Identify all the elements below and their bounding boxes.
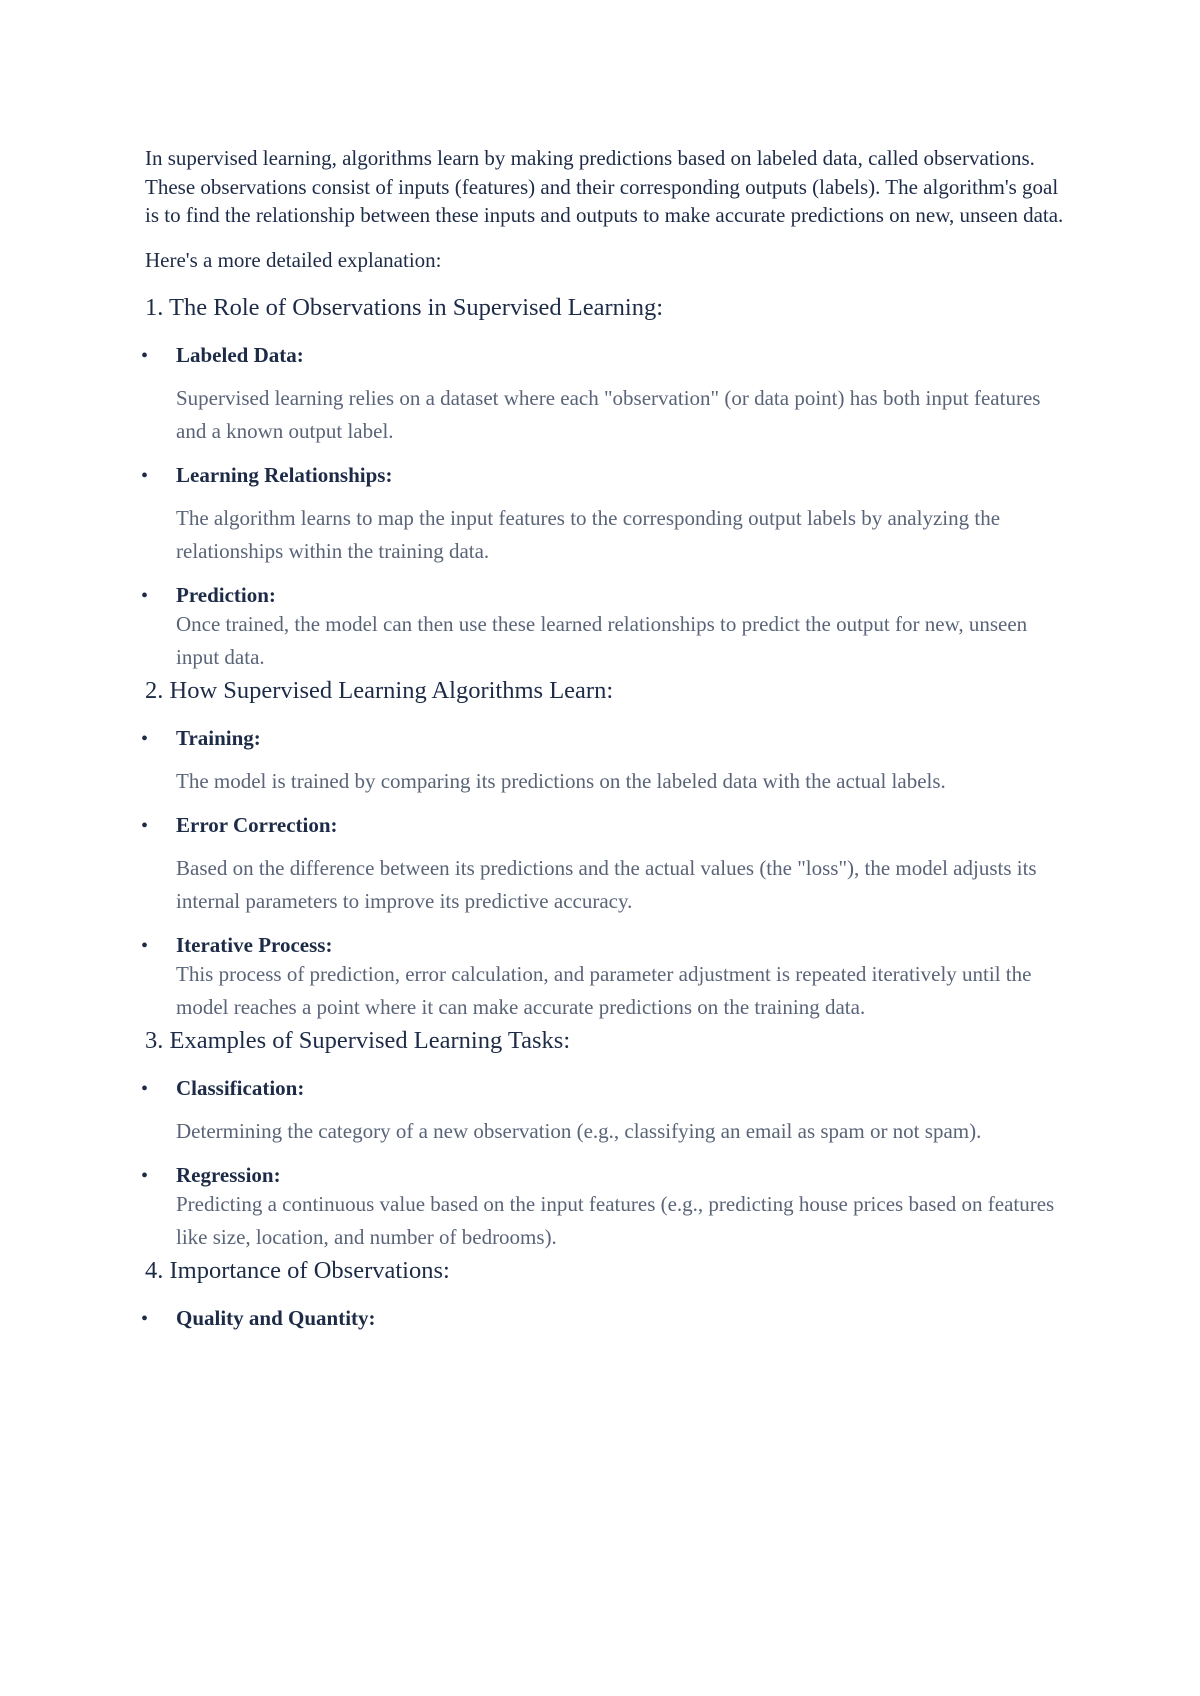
list-item: [141, 1162, 1065, 1254]
list-item-text: Based on the difference between its predictions and the actual values (the "loss"), the model adjusts its internal parameters to improve its predictive accuracy.: [176, 855, 1037, 913]
list-item-text: Predicting a continuous value based on the input features (e.g., predicting house prices based on features like size, location, and number of bedrooms).: [176, 1191, 1055, 1249]
list-item: [141, 1305, 1065, 1331]
intro-paragraph: In supervised learning, algorithms learn by making predictions based on labeled data, called observations. These observations consist of inputs (features) and their corresponding outputs (labels). The algorithm's goal is to find the relationship between these inputs and outputs to make accurate predictions on new, unseen data.: [145, 146, 1064, 227]
document-body: [141, 144, 1065, 1331]
list-item: [141, 342, 1065, 448]
bullet-icon: •: [141, 344, 149, 367]
bullet-icon: •: [141, 1164, 149, 1187]
list-item: [141, 582, 1065, 674]
list-item-text: Supervised learning relies on a dataset where each "observation" (or data point) has both input features and a known output label.: [176, 385, 1041, 443]
list-item-title: Quality and Quantity:: [176, 1305, 376, 1330]
list-item: [141, 1075, 1065, 1148]
list-item-text: The model is trained by comparing its predictions on the labeled data with the actual labels.: [176, 768, 946, 793]
bullet-icon: •: [141, 727, 149, 750]
list-item-title: Regression:: [176, 1162, 281, 1187]
list-item-text: Once trained, the model can then use these learned relationships to predict the output for new, unseen input data.: [176, 611, 1028, 669]
list-item-text: Determining the category of a new observation (e.g., classifying an email as spam or not spam).: [176, 1118, 982, 1143]
list-item-title: Prediction:: [176, 582, 276, 607]
list-item: [141, 725, 1065, 798]
section-heading-how-algorithms-learn: 2. How Supervised Learning Algorithms Learn:: [145, 676, 614, 704]
section-heading-examples: 3. Examples of Supervised Learning Tasks:: [145, 1026, 571, 1054]
list-item-title: Iterative Process:: [176, 932, 333, 957]
list-item-title: Learning Relationships:: [176, 462, 393, 487]
list-item-text: This process of prediction, error calculation, and parameter adjustment is repeated iteratively until the model reaches a point where it can make accurate predictions on the training data.: [176, 961, 1032, 1019]
bullet-icon: •: [141, 584, 149, 607]
list-item-text: The algorithm learns to map the input features to the corresponding output labels by analyzing the relationships within the training data.: [176, 505, 1001, 563]
bullet-icon: •: [141, 1077, 149, 1100]
list-item: [141, 462, 1065, 568]
section-heading-role-of-observations: 1. The Role of Observations in Supervised Learning:: [145, 293, 664, 321]
bullet-icon: •: [141, 934, 149, 957]
list-item: [141, 812, 1065, 918]
section-heading-importance: 4. Importance of Observations:: [145, 1256, 450, 1284]
list-item-title: Error Correction:: [176, 812, 338, 837]
bullet-icon: •: [141, 1307, 149, 1330]
lead-paragraph: Here's a more detailed explanation:: [145, 247, 442, 272]
list-item-title: Classification:: [176, 1075, 305, 1100]
bullet-icon: •: [141, 464, 149, 487]
list-item-title: Labeled Data:: [176, 342, 304, 367]
bullet-icon: •: [141, 814, 149, 837]
list-item-title: Training:: [176, 725, 261, 750]
list-item: [141, 932, 1065, 1024]
